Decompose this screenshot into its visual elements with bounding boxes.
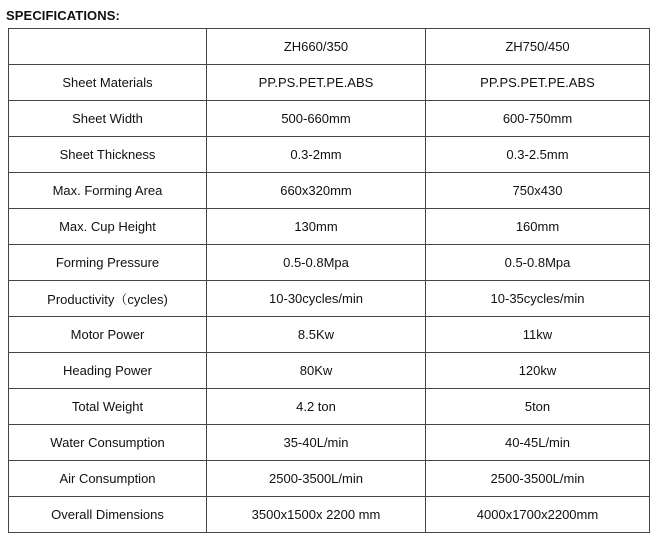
table-cell: PP.PS.PET.PE.ABS xyxy=(207,65,426,101)
row-label: Heading Power xyxy=(9,353,207,389)
table-row xyxy=(9,173,650,209)
table-cell: PP.PS.PET.PE.ABS xyxy=(426,65,650,101)
table-cell: 40-45L/min xyxy=(426,425,650,461)
header-model-zh750: ZH750/450 xyxy=(426,29,650,65)
table-cell: 5ton xyxy=(426,389,650,425)
row-label: Forming Pressure xyxy=(9,245,207,281)
table-row xyxy=(9,281,650,317)
row-label: Overall Dimensions xyxy=(9,497,207,533)
table-cell: 10-35cycles/min xyxy=(426,281,650,317)
table-cell: 130mm xyxy=(207,209,426,245)
table-row xyxy=(9,425,650,461)
table-row xyxy=(9,137,650,173)
table-cell: 8.5Kw xyxy=(207,317,426,353)
table-cell: 600-750mm xyxy=(426,101,650,137)
table-cell: 35-40L/min xyxy=(207,425,426,461)
table-row xyxy=(9,65,650,101)
table-cell: 660x320mm xyxy=(207,173,426,209)
table-row xyxy=(9,101,650,137)
row-label: Productivity（cycles) xyxy=(9,281,207,317)
row-label: Motor Power xyxy=(9,317,207,353)
row-label: Total Weight xyxy=(9,389,207,425)
specifications-heading: SPECIFICATIONS: xyxy=(6,8,120,23)
table-header-row xyxy=(9,29,650,65)
table-cell: 160mm xyxy=(426,209,650,245)
table-cell: 80Kw xyxy=(207,353,426,389)
table-cell: 0.5-0.8Mpa xyxy=(426,245,650,281)
table-row xyxy=(9,497,650,533)
table-cell: 2500-3500L/min xyxy=(207,461,426,497)
table-cell: 750x430 xyxy=(426,173,650,209)
table-cell: 2500-3500L/min xyxy=(426,461,650,497)
table-cell: 4000x1700x2200mm xyxy=(426,497,650,533)
table-row xyxy=(9,209,650,245)
table-cell: 3500x1500x 2200 mm xyxy=(207,497,426,533)
row-label: Sheet Thickness xyxy=(9,137,207,173)
table-cell: 0.3-2.5mm xyxy=(426,137,650,173)
table-cell: 11kw xyxy=(426,317,650,353)
table-row xyxy=(9,389,650,425)
table-row xyxy=(9,317,650,353)
row-label: Max. Cup Height xyxy=(9,209,207,245)
table-row xyxy=(9,245,650,281)
table-row xyxy=(9,461,650,497)
header-empty-cell xyxy=(9,29,207,65)
table-cell: 4.2 ton xyxy=(207,389,426,425)
row-label: Max. Forming Area xyxy=(9,173,207,209)
row-label: Sheet Width xyxy=(9,101,207,137)
specifications-table xyxy=(8,28,650,533)
header-model-zh660: ZH660/350 xyxy=(207,29,426,65)
table-row xyxy=(9,353,650,389)
row-label: Air Consumption xyxy=(9,461,207,497)
table-cell: 500-660mm xyxy=(207,101,426,137)
table-cell: 0.5-0.8Mpa xyxy=(207,245,426,281)
table-cell: 10-30cycles/min xyxy=(207,281,426,317)
row-label: Water Consumption xyxy=(9,425,207,461)
row-label: Sheet Materials xyxy=(9,65,207,101)
table-cell: 120kw xyxy=(426,353,650,389)
table-cell: 0.3-2mm xyxy=(207,137,426,173)
